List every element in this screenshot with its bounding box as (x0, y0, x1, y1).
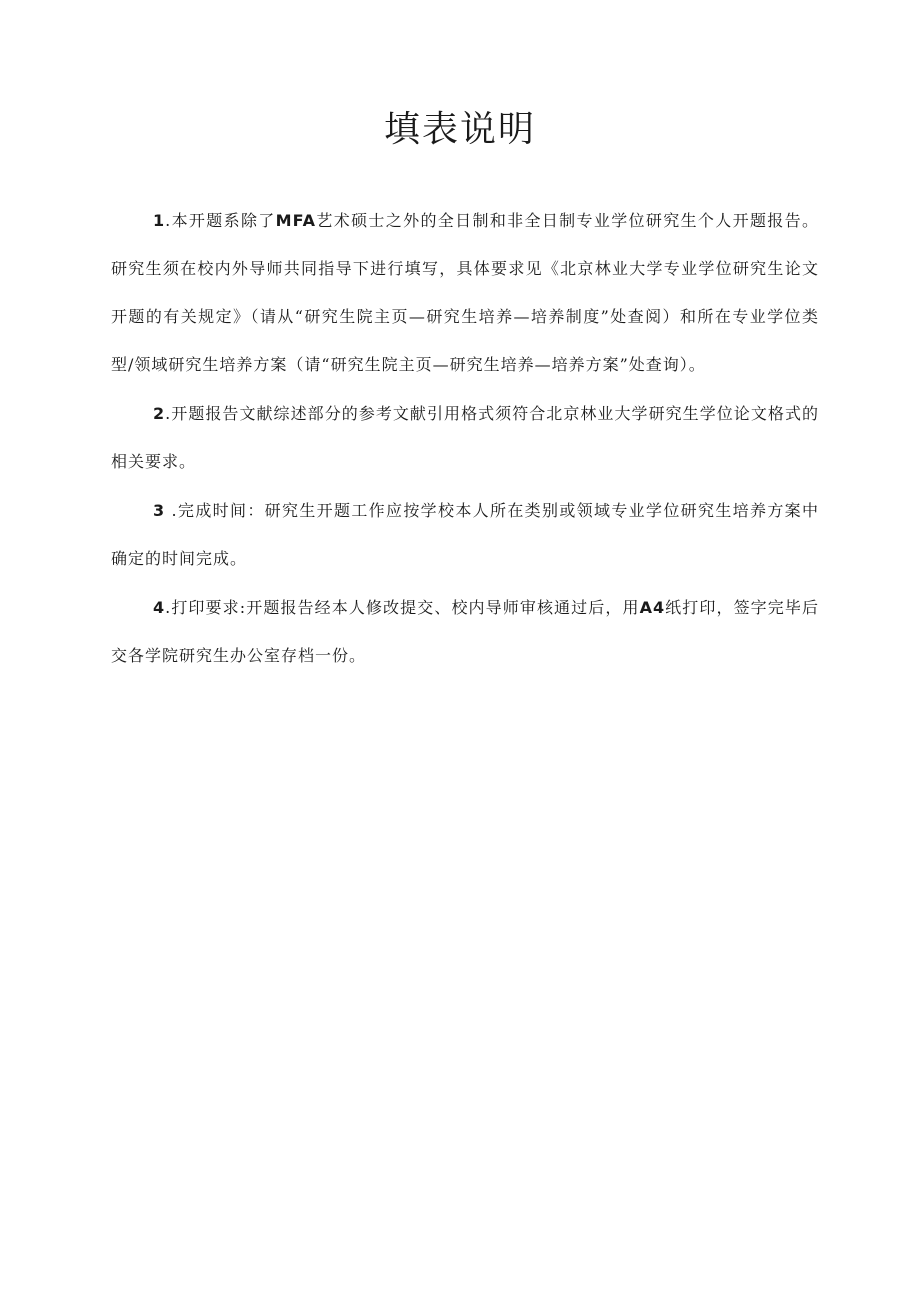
item-latin-text: A4 (639, 598, 666, 617)
item-separator: . (165, 211, 172, 230)
item-text: 本开题系除了 (171, 211, 276, 230)
item-separator: . (165, 598, 172, 617)
item-text: 开题报告文献综述部分的参考文献引用格式须符合北京林业大学研究生学位论文格式的相关要求。 (111, 404, 819, 471)
instruction-item-2 (111, 390, 819, 486)
item-text: 艺术硕士之外的全日制和非全日制专业学位研究生个人开题报告。研究生须在校内外导师共同指导下进行填写，具体要求见《北京林业大学专业学位研究生论文开题的有关规定》（请从“研究生院主页—研究生培养—培养制度”处查阅）和所在专业学位类型/领域研究生培养方案（请“研究生院主页—研究生培养—培养方案”处查询）。 (111, 211, 819, 374)
instruction-item-4 (111, 584, 819, 680)
item-number: 3 (153, 501, 166, 520)
item-latin-text: MFA (275, 211, 317, 230)
instruction-item-1 (111, 197, 819, 389)
item-text: 开题报告经本人修改提交、校内导师审核通过后，用 (246, 598, 640, 617)
item-number: 4 (153, 598, 166, 617)
item-number: 2 (153, 404, 166, 423)
item-number: 1 (153, 211, 166, 230)
item-text: 完成时间：研究生开题工作应按学校本人所在类别或领域专业学位研究生培养方案中确定的时间完成。 (111, 501, 819, 568)
item-separator: . (165, 501, 178, 520)
item-text: 纸打印，签字完毕后交各学院研究生办公室存档一份。 (111, 598, 819, 665)
item-text: 打印要求: (171, 598, 247, 617)
instruction-item-3 (111, 487, 819, 583)
item-separator: . (165, 404, 172, 423)
page-title: 填表说明 (383, 109, 536, 150)
